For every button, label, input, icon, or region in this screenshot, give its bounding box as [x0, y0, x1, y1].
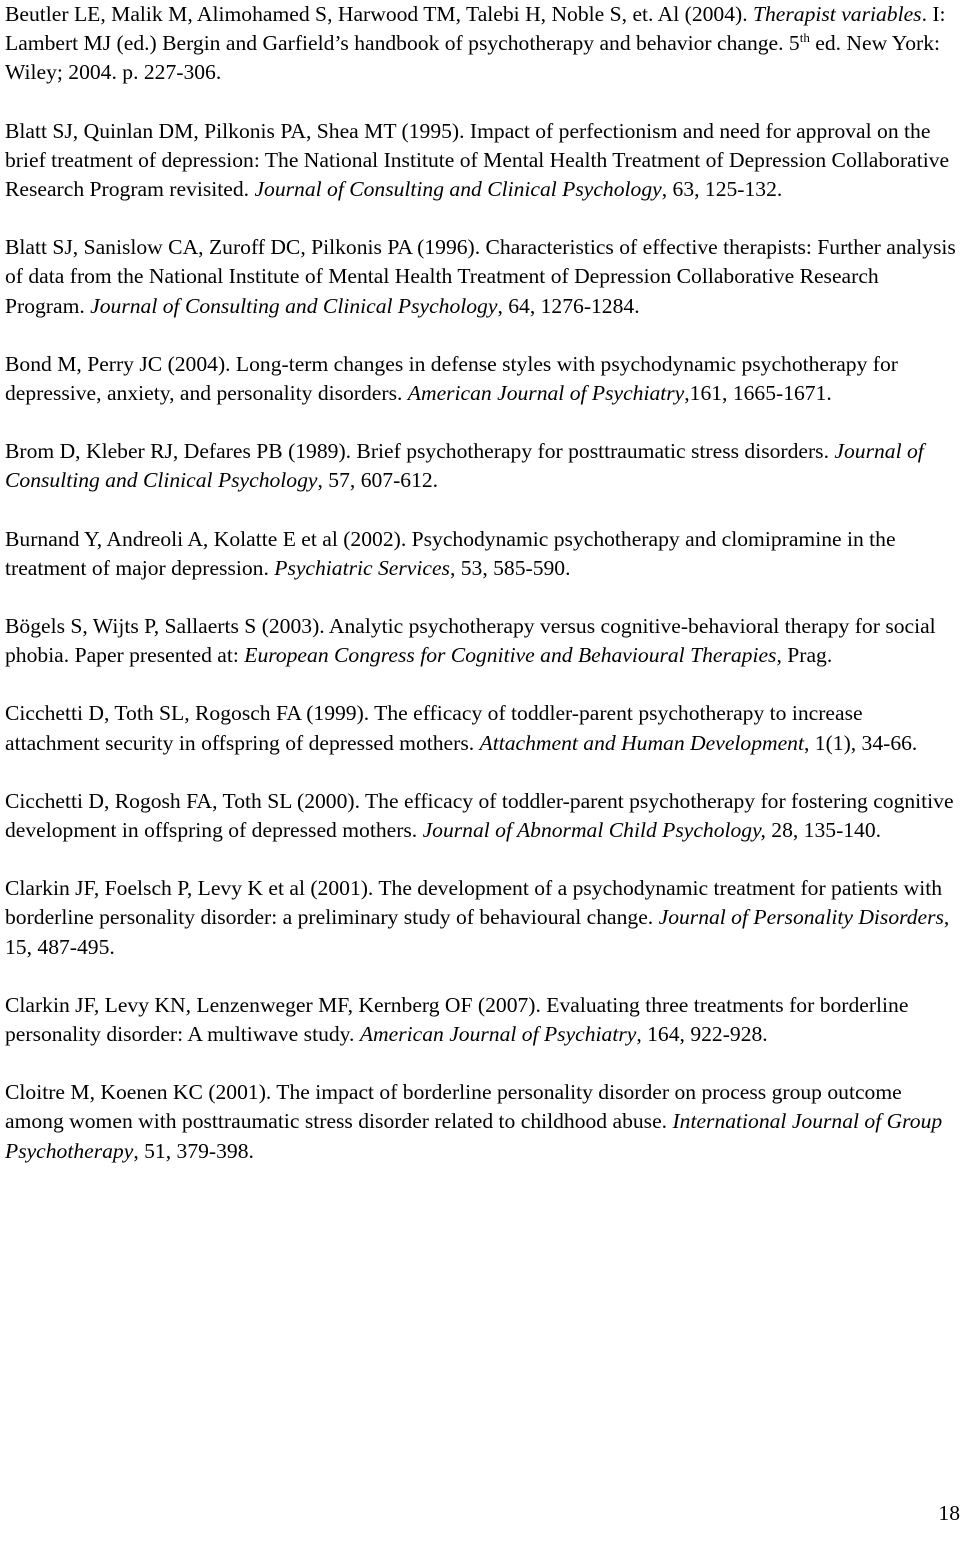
- reference-text: Brom D, Kleber RJ, Defares PB (1989). Brief psychotherapy for posttraumatic stress disorders.: [5, 439, 835, 464]
- reference-text: Cloitre M, Koenen KC (2001). The impact of borderline personality disorder on process group outcome among women with posttraumatic stress disorder related to childhood abuse.: [5, 1080, 902, 1134]
- reference-italic-text: Journal of Consulting and Clinical Psychology: [5, 439, 924, 493]
- reference-text: 28, 135-140.: [765, 818, 882, 843]
- reference-entry: [5, 350, 960, 408]
- reference-italic-text: Journal of Consulting and Clinical Psychology: [90, 293, 498, 318]
- reference-text: , 53, 585-590.: [449, 555, 571, 580]
- reference-text: , Prag.: [776, 643, 833, 668]
- reference-text: Blatt SJ, Quinlan DM, Pilkonis PA, Shea MT (1995). Impact of perfectionism and need for approval on the brief treatment of depression: The National Institute of Mental Health Treatment of Depression Collaborative Research Program revisited.: [5, 118, 950, 202]
- reference-text: Blatt SJ, Sanislow CA, Zuroff DC, Pilkonis PA (1996). Characteristics of effective therapists: Further analysis of data from the National Institute of Mental Health Treatment of Depression Collaborative Research Program.: [5, 235, 956, 318]
- reference-entry: [5, 437, 960, 495]
- reference-text: Burnand Y, Andreoli A, Kolatte E et al (2002). Psychodynamic psychotherapy and clomipramine in the treatment of major depression.: [5, 526, 896, 580]
- reference-text: Cicchetti D, Toth SL, Rogosch FA (1999). The efficacy of toddler-parent psychotherapy to increase attachment security in offspring of depressed mothers.: [5, 701, 863, 755]
- reference-text: , 1(1), 34-66.: [803, 730, 918, 755]
- reference-italic-text: Journal of Personality Disorders: [658, 905, 944, 930]
- superscript-text: th: [799, 30, 810, 46]
- reference-entry: [5, 991, 960, 1049]
- reference-text: , 64, 1276-1284.: [497, 293, 640, 318]
- reference-entry: [5, 699, 960, 757]
- reference-italic-text: Therapist variables: [753, 2, 922, 26]
- reference-text: , 63, 125-132.: [661, 177, 783, 202]
- reference-text: Clarkin JF, Levy KN, Lenzenweger MF, Kernberg OF (2007). Evaluating three treatments for borderline personality disorder: A multiwave study.: [5, 992, 909, 1047]
- reference-text: Clarkin JF, Foelsch P, Levy K et al (2001). The development of a psychodynamic treatment for patients with borderline personality disorder: a preliminary study of behavioural change.: [5, 876, 942, 930]
- reference-text: , 15, 487-495.: [5, 905, 950, 959]
- reference-text: , 51, 379-398.: [133, 1138, 254, 1163]
- reference-text: ed. New York: Wiley; 2004. p. 227-306.: [5, 31, 941, 85]
- reference-entry: [5, 0, 960, 88]
- reference-entry: [5, 525, 960, 583]
- reference-italic-text: Psychiatric Services: [274, 555, 450, 580]
- reference-text: . I: Lambert MJ (ed.) Bergin and Garfield’s handbook of psychotherapy and behavior change. 5: [5, 2, 946, 56]
- reference-entry: [5, 787, 960, 845]
- reference-entry: [5, 233, 960, 321]
- page-number: 18: [938, 1501, 960, 1525]
- reference-italic-text: Journal of Abnormal Child Psychology,: [422, 818, 766, 843]
- reference-text: Beutler LE, Malik M, Alimohamed S, Harwood TM, Talebi H, Noble S, et. Al (2004).: [5, 2, 753, 26]
- reference-entry: [5, 117, 960, 205]
- reference-text: Bond M, Perry JC (2004). Long-term changes in defense styles with psychodynamic psychotherapy for depressive, anxiety, and personality disorders.: [5, 351, 898, 406]
- reference-text: Bögels S, Wijts P, Sallaerts S (2003). Analytic psychotherapy versus cognitive-behavioral therapy for social phobia. Paper presented at:: [5, 614, 936, 668]
- reference-entry: [5, 874, 960, 962]
- reference-italic-text: European Congress for Cognitive and Behavioural Therapies: [244, 643, 777, 668]
- reference-italic-text: Attachment and Human Development: [479, 730, 804, 755]
- reference-italic-text: Journal of Consulting and Clinical Psychology: [254, 177, 662, 202]
- reference-italic-text: American Journal of Psychiatry: [359, 1022, 637, 1047]
- reference-entry: [5, 1078, 960, 1166]
- reference-italic-text: American Journal of Psychiatry: [407, 381, 685, 406]
- reference-text: , 164, 922-928.: [636, 1022, 768, 1047]
- reference-list: [5, 0, 960, 1195]
- reference-text: Cicchetti D, Rogosh FA, Toth SL (2000). The efficacy of toddler-parent psychotherapy for fostering cognitive development in offspring of depressed mothers.: [5, 788, 954, 843]
- reference-text: ,161, 1665-1671.: [684, 381, 832, 406]
- reference-text: , 57, 607-612.: [317, 468, 439, 493]
- reference-italic-text: International Journal of Group Psychotherapy: [5, 1109, 943, 1163]
- reference-entry: [5, 612, 960, 670]
